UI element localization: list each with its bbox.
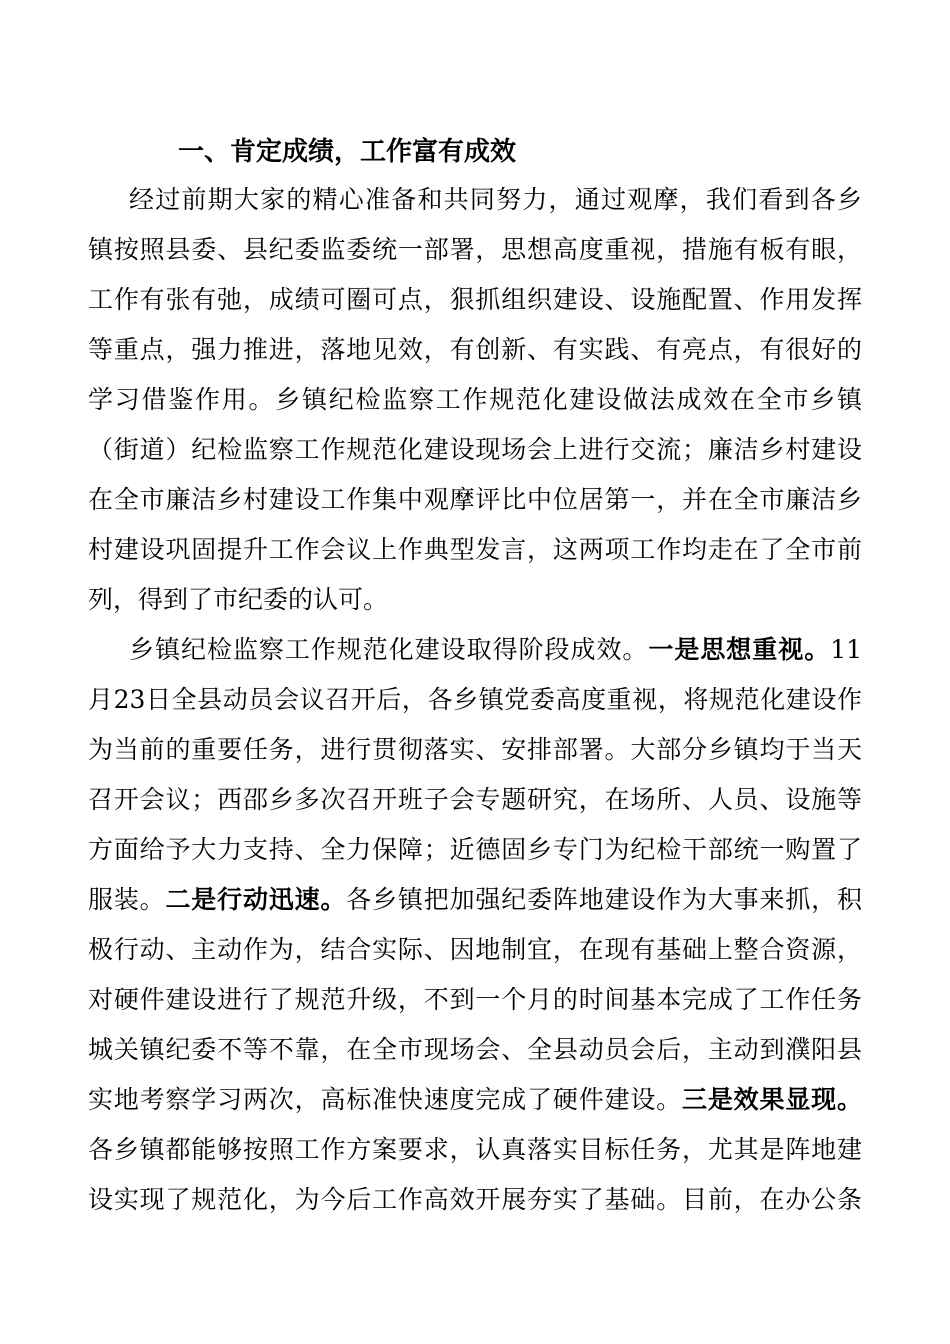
paragraph2-line xyxy=(129,625,862,675)
paragraph1-line: 镇按照县委、县纪委监委统一部署，思想高度重视，措施有板有眼， xyxy=(88,235,862,264)
paragraph2-text: 各乡镇把加强纪委阵地建设作为大事来抓，积 xyxy=(346,885,862,914)
paragraph2-line: 方面给予大力支持、全力保障；近德固乡专门为纪检干部统一购置了 xyxy=(88,835,862,864)
paragraph2-line: 各乡镇都能够按照工作方案要求，认真落实目标任务，尤其是阵地建 xyxy=(88,1135,862,1164)
point-two-heading: 二是行动迅速。 xyxy=(165,885,347,914)
paragraph2-line xyxy=(88,875,862,925)
paragraph2-text: 服装。 xyxy=(88,885,166,914)
section-heading: 一、肯定成绩，工作富有成效 xyxy=(178,137,517,167)
paragraph2-line: 极行动、主动作为，结合实际、因地制宜，在现有基础上整合资源， xyxy=(88,935,862,964)
paragraph1-line: 村建设巩固提升工作会议上作典型发言，这两项工作均走在了全市前 xyxy=(88,535,862,564)
paragraph1-line: （街道）纪检监察工作规范化建设现场会上进行交流；廉洁乡村建设 xyxy=(88,435,862,464)
paragraph2-line: 对硬件建设进行了规范升级，不到一个月的时间基本完成了工作任务 xyxy=(88,985,862,1014)
paragraph2-line: 为当前的重要任务，进行贯彻落实、安排部署。大部分乡镇均于当天 xyxy=(88,735,862,764)
paragraph1-line: 在全市廉洁乡村建设工作集中观摩评比中位居第一，并在全市廉洁乡 xyxy=(88,485,862,514)
paragraph1-line: 列，得到了市纪委的认可。 xyxy=(88,585,389,614)
paragraph2-line xyxy=(88,1075,862,1125)
paragraph1-line: 等重点，强力推进，落地见效，有创新、有实践、有亮点，有很好的 xyxy=(88,335,862,364)
paragraph2-text: 11 xyxy=(830,635,862,664)
paragraph1-line: 学习借鉴作用。乡镇纪检监察工作规范化建设做法成效在全市乡镇 xyxy=(88,385,862,414)
point-one-heading: 一是思想重视。 xyxy=(648,635,831,664)
paragraph2-line: 召开会议；西邵乡多次召开班子会专题研究，在场所、人员、设施等 xyxy=(88,785,862,814)
paragraph2-line: 城关镇纪委不等不靠，在全市现场会、全县动员会后，主动到濮阳县 xyxy=(88,1035,862,1064)
point-three-heading: 三是效果显现。 xyxy=(682,1085,862,1114)
paragraph1-line: 经过前期大家的精心准备和共同努力，通过观摩，我们看到各乡 xyxy=(129,185,862,214)
paragraph2-line: 月23日全县动员会议召开后，各乡镇党委高度重视，将规范化建设作 xyxy=(88,685,862,714)
paragraph2-line: 设实现了规范化，为今后工作高效开展夯实了基础。目前，在办公条 xyxy=(88,1185,862,1214)
paragraph2-text: 实地考察学习两次，高标准快速度完成了硬件建设。 xyxy=(88,1085,683,1114)
paragraph1-line: 工作有张有弛，成绩可圈可点，狠抓组织建设、设施配置、作用发挥 xyxy=(88,285,862,314)
paragraph2-text: 乡镇纪检监察工作规范化建设取得阶段成效。 xyxy=(129,635,649,664)
